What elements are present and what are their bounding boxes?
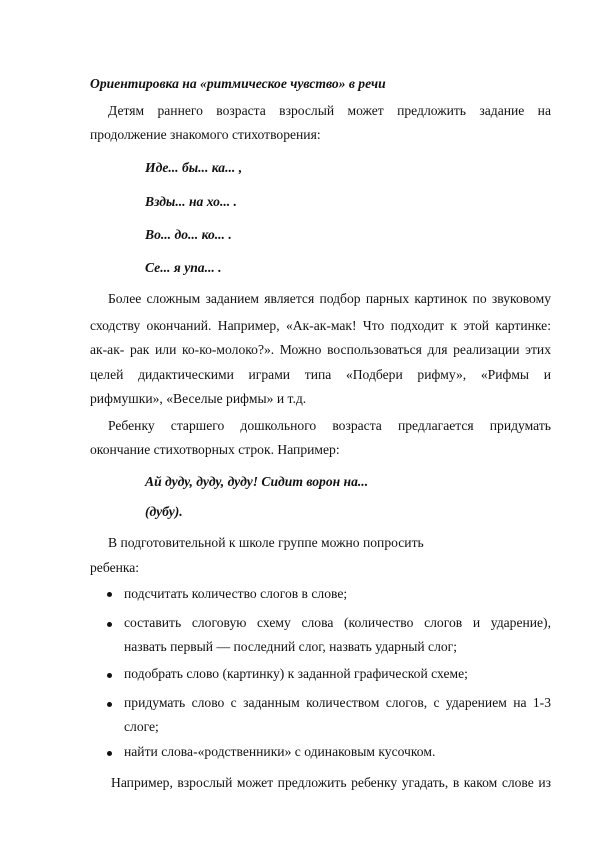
- paragraph-2-line-1: Более сложным заданием является подбор парных картинок по звуковому: [108, 291, 551, 306]
- bullet-dot-3: [107, 673, 112, 678]
- paragraph-2-line-4: целей дидактическими играми типа «Подбери рифму», «Рифмы и: [90, 367, 551, 382]
- verse-1-line-3: Во... до... ко... .: [145, 227, 232, 242]
- bullet-item-4-line-1: придумать слово с заданным количеством слогов, с ударением на 1-3: [124, 695, 551, 710]
- paragraph-4-line-1: В подготовительной к школе группе можно попросить: [108, 535, 424, 550]
- bullet-dot-4: [107, 702, 112, 707]
- verse-1-line-1: Иде... бы... ка... ,: [145, 160, 243, 175]
- paragraph-3-line-1: Ребенку старшего дошкольного возраста предлагается придумать: [108, 418, 551, 433]
- section-title: Ориентировка на «ритмическое чувство» в речи: [90, 76, 386, 91]
- verse-1-line-4: Се... я упа... .: [145, 260, 222, 275]
- bullet-dot-5: [107, 751, 112, 756]
- bullet-item-4-line-2: слоге;: [124, 719, 159, 734]
- bullet-item-5: найти слова-«родственники» с одинаковым кусочком.: [124, 744, 436, 759]
- bullet-dot-2: [107, 622, 112, 627]
- paragraph-1-line-1: Детям раннего возраста взрослый может предложить задание на: [108, 103, 551, 118]
- verse-2-line-1: Ай дуду, дуду, дуду! Сидит ворон на...: [145, 474, 369, 489]
- bullet-dot-1: [107, 592, 112, 597]
- bullet-item-3: подобрать слово (картинку) к заданной графической схеме;: [124, 666, 468, 681]
- paragraph-1-line-2: продолжение знакомого стихотворения:: [90, 127, 321, 142]
- paragraph-4-line-2: ребенка:: [90, 560, 140, 575]
- paragraph-2-line-2: сходству окончаний. Например, «Ак-ак-мак! Что подходит к этой картинке:: [90, 318, 551, 333]
- bullet-item-1: подсчитать количество слогов в слове;: [124, 586, 348, 601]
- verse-2-line-2: (дубу).: [145, 504, 183, 519]
- paragraph-2-line-3: ак-ак- рак или ко-ко-молоко?». Можно воспользоваться для реализации этих: [90, 342, 551, 357]
- paragraph-5-line-1: Например, взрослый может предложить ребенку угадать, в каком слове из: [111, 775, 551, 790]
- verse-1-line-2: Взды... на хо... .: [145, 194, 237, 209]
- paragraph-3-line-2: окончание стихотворных строк. Например:: [90, 442, 340, 457]
- bullet-item-2-line-1: составить слоговую схему слова (количество слогов и ударение),: [124, 615, 551, 630]
- paragraph-2-line-5: рифмушки», «Веселые рифмы» и т.д.: [90, 391, 307, 406]
- bullet-item-2-line-2: назвать первый — последний слог, назвать ударный слог;: [124, 639, 458, 654]
